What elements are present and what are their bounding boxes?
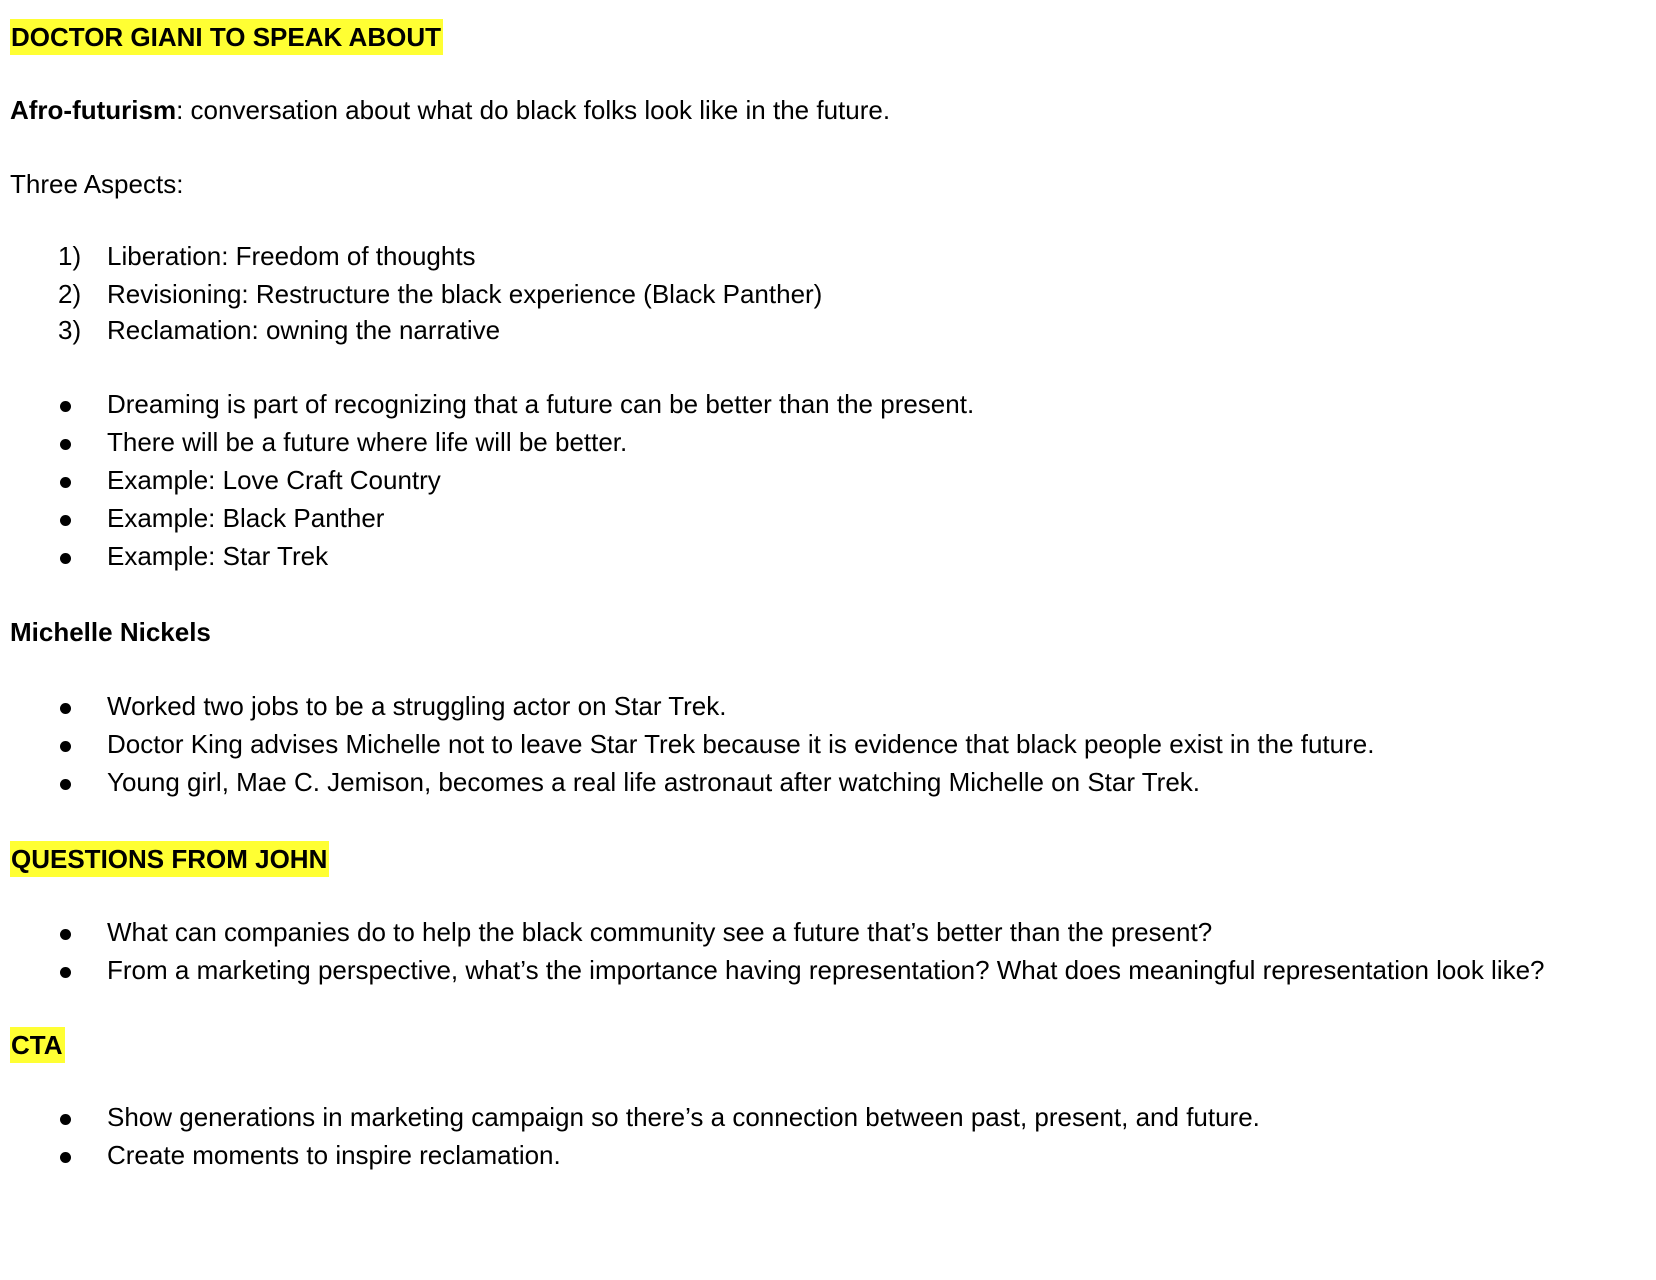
list-item: Example: Love Craft Country <box>107 465 441 495</box>
definition-text: : conversation about what do black folks look like in the future. <box>176 95 891 125</box>
definition-term: Afro-futurism <box>10 95 177 125</box>
section-heading-michelle-nickels: Michelle Nickels <box>10 617 211 647</box>
list-item: Dreaming is part of recognizing that a future can be better than the present. <box>107 389 975 419</box>
list-number: 3) <box>58 315 82 345</box>
list-item: Revisioning: Restructure the black experience (Black Panther) <box>107 279 823 309</box>
list-item: Doctor King advises Michelle not to leave Star Trek because it is evidence that black people exist in the future. <box>107 729 1375 759</box>
bullet-icon <box>60 703 71 714</box>
list-item: Create moments to inspire reclamation. <box>107 1140 561 1170</box>
bullet-icon <box>60 1114 71 1125</box>
list-item: What can companies do to help the black community see a future that’s better than the present? <box>107 917 1213 947</box>
bullet-icon <box>60 779 71 790</box>
highlighted-heading: CTA <box>10 1027 65 1063</box>
list-item: Worked two jobs to be a struggling actor on Star Trek. <box>107 691 727 721</box>
bullet-icon <box>60 401 71 412</box>
list-number: 1) <box>58 241 82 271</box>
list-item: Example: Black Panther <box>107 503 385 533</box>
afro-futurism-definition <box>10 93 890 127</box>
bullet-icon <box>60 553 71 564</box>
section-heading-cta <box>10 1027 65 1061</box>
bullet-icon <box>60 515 71 526</box>
list-item: There will be a future where life will be better. <box>107 427 628 457</box>
highlighted-heading: DOCTOR GIANI TO SPEAK ABOUT <box>10 19 443 55</box>
list-item: From a marketing perspective, what’s the importance having representation? What does meaningful representation look like? <box>107 955 1545 985</box>
aspects-label: Three Aspects: <box>10 169 184 199</box>
bullet-icon <box>60 1152 71 1163</box>
list-number: 2) <box>58 279 82 309</box>
bullet-icon <box>60 439 71 450</box>
list-item: Example: Star Trek <box>107 541 329 571</box>
section-heading-questions <box>10 841 329 875</box>
highlighted-heading: QUESTIONS FROM JOHN <box>10 841 329 877</box>
list-item: Reclamation: owning the narrative <box>107 315 501 345</box>
list-item: Young girl, Mae C. Jemison, becomes a real life astronaut after watching Michelle on Star Trek. <box>107 767 1201 797</box>
bullet-icon <box>60 477 71 488</box>
bullet-icon <box>60 967 71 978</box>
list-item: Show generations in marketing campaign so there’s a connection between past, present, and future. <box>107 1102 1260 1132</box>
bullet-icon <box>60 741 71 752</box>
list-item: Liberation: Freedom of thoughts <box>107 241 476 271</box>
section-heading-doctor-giani <box>10 19 443 53</box>
bullet-icon <box>60 929 71 940</box>
